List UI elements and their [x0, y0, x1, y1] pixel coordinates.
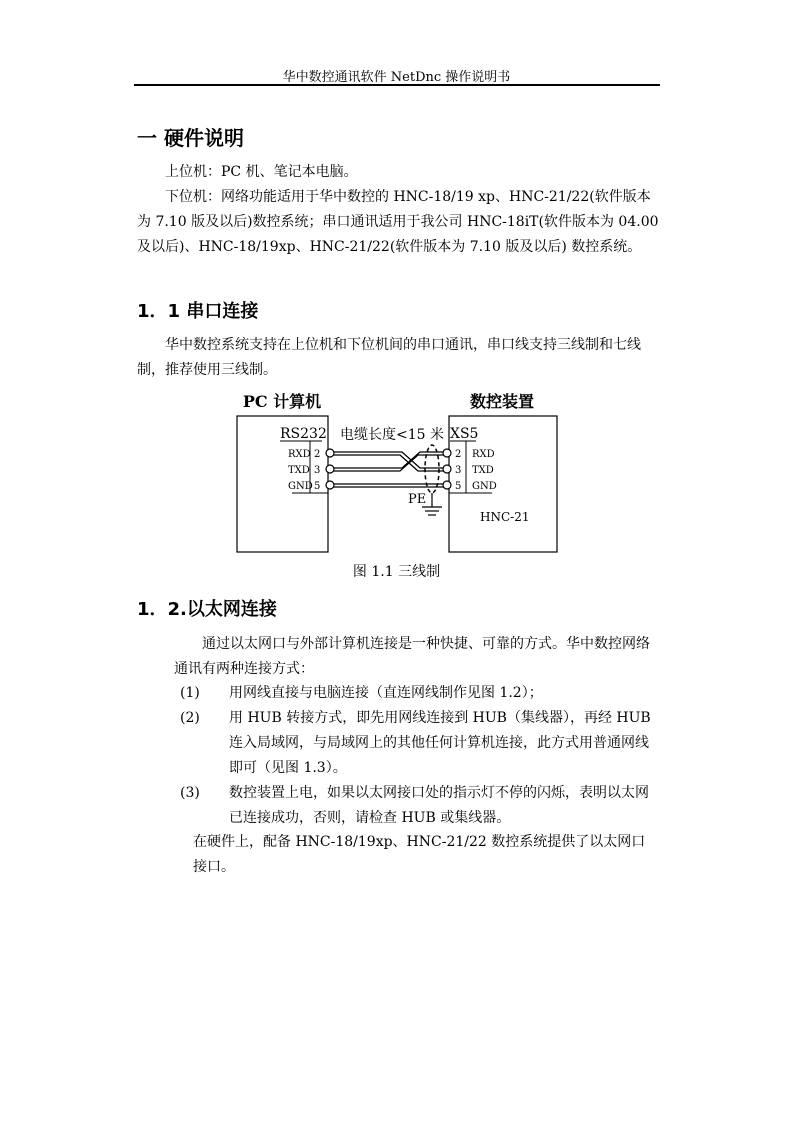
- xs5-label: XS5: [450, 426, 479, 442]
- left-signal-gnd: GND: [288, 481, 313, 492]
- cnc-device-title: 数控装置: [469, 392, 535, 411]
- right-pin-5: 5: [455, 481, 462, 492]
- right-signal-gnd: GND: [472, 481, 497, 492]
- list-item-1: 用网线直接与电脑连接（直连网线制作见图 1.2）；: [229, 685, 543, 701]
- section-heading-ethernet: 1．2.以太网连接: [137, 599, 277, 620]
- hnc-21-label: HNC-21: [480, 510, 530, 524]
- right-pin-2: 2: [455, 449, 462, 460]
- running-header: 华中数控通讯软件 NetDnc 操作说明书: [282, 70, 511, 85]
- list-number-3: (3): [180, 785, 200, 801]
- pc-computer-title: PC 计算机: [242, 392, 322, 411]
- left-pin-3: 3: [314, 465, 321, 476]
- section-heading-hardware: 一 硬件说明: [137, 126, 244, 150]
- rs232-label: RS232: [280, 426, 327, 442]
- right-pin-3: 3: [455, 465, 462, 476]
- right-signal-rxd: RXD: [472, 449, 495, 460]
- figure-caption: 图 1.1 三线制: [352, 564, 441, 580]
- serial-paragraph: 华中数控系统支持在上位机和下位机间的串口通讯，串口线支持三线制和七线制，推荐使用三线制。: [137, 337, 641, 378]
- lower-computer-paragraph: 下位机：网络功能适用于华中数控的 HNC-18/19 xp、HNC-21/22(软件版本为 7.10 版及以后)数控系统；串口通讯适用于我公司 HNC-18iT(软件版本为 04.00 及以后)、HNC-18/19xp、HNC-21/22(软件版本为 7.10 版及以后) 数控系统。: [137, 189, 659, 255]
- list-item-3: 数控装置上电，如果以太网接口处的指示灯不停的闪烁，表明以太网已连接成功，否则，请检查 HUB 或集线器。: [229, 785, 649, 826]
- hardware-paragraph: 在硬件上，配备 HNC-18/19xp、HNC-21/22 数控系统提供了以太网口接口。: [193, 834, 646, 875]
- ethernet-intro-paragraph: 通过以太网口与外部计算机连接是一种快捷、可靠的方式。华中数控网络通讯有两种连接方式：: [174, 636, 650, 677]
- list-item-2: 用 HUB 转接方式，即先用网线连接到 HUB（集线器），再经 HUB 连入局域网，与局域网上的其他任何计算机连接，此方式用普通网线即可（见图 1.3）。: [229, 710, 651, 776]
- cable-length-label: 电缆长度<15 米: [340, 427, 444, 443]
- section-heading-serial: 1．1 串口连接: [137, 301, 259, 322]
- upper-computer-paragraph: 上位机：PC 机、笔记本电脑。: [165, 164, 358, 180]
- right-signal-txd: TXD: [472, 465, 494, 476]
- left-pin-5: 5: [314, 481, 321, 492]
- left-pin-2: 2: [314, 449, 321, 460]
- list-number-2: (2): [180, 710, 200, 726]
- header-rule: [134, 84, 660, 86]
- three-wire-diagram: [230, 385, 570, 560]
- pe-label: PE: [408, 492, 427, 507]
- left-signal-txd: TXD: [288, 465, 310, 476]
- list-number-1: (1): [180, 685, 200, 701]
- cable-wires: [332, 452, 445, 487]
- left-signal-rxd: RXD: [288, 449, 311, 460]
